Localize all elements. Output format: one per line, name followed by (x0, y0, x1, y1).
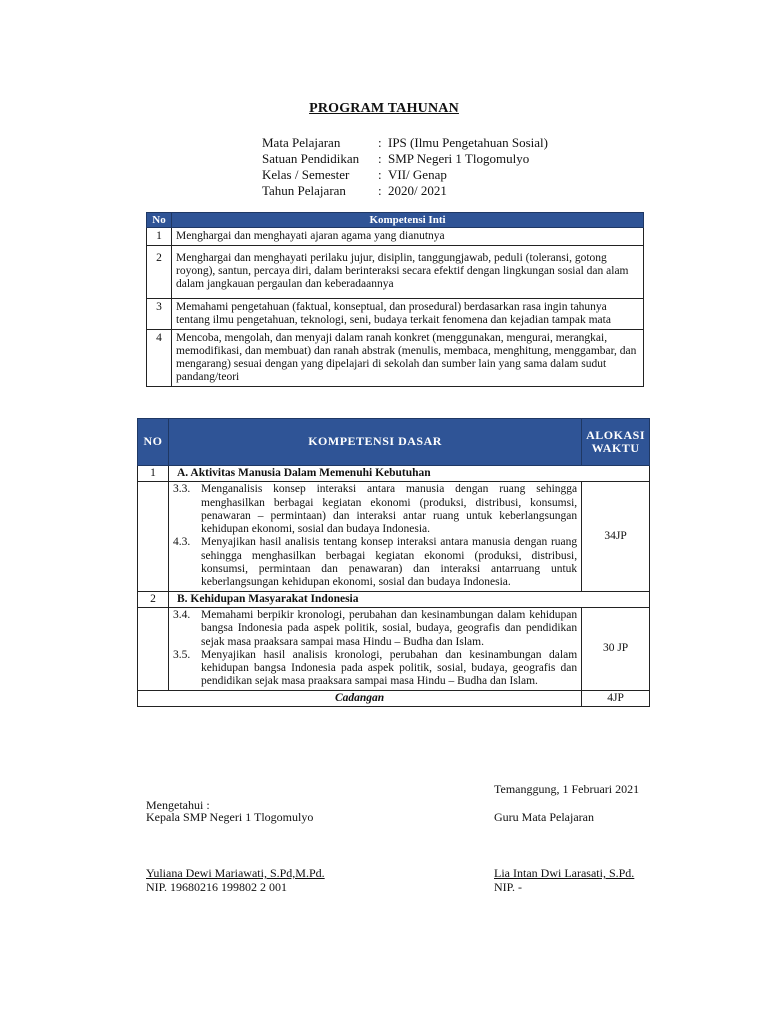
section-number: 2 (138, 591, 169, 607)
info-colon: : (378, 135, 382, 150)
kd-text: Menyajikan hasil analisis tentang konsep interaksi antara manusia dengan ruang sehingga menghasilkan berbagai kegiatan ekonomi (produksi, distribusi, konsumsi, permintaan dan penawaran) dan interaksi antarruang untuk keberlangsungan kehidupan ekonomi, sosial dan budaya Indonesia. (201, 536, 578, 589)
table-row (138, 607, 650, 690)
kd-number: 3.3. (173, 483, 191, 496)
cadangan-label: Cadangan (138, 690, 582, 706)
row-number: 1 (147, 228, 172, 246)
principal-name: Yuliana Dewi Mariawati, S.Pd,M.Pd. (146, 866, 325, 880)
info-label: Tahun Pelajaran (262, 183, 346, 198)
teacher-name: Lia Intan Dwi Larasati, S.Pd. (494, 866, 635, 880)
kd-item (173, 649, 577, 689)
column-header-no: NO (138, 419, 169, 466)
teacher-nip: NIP. - (494, 880, 523, 894)
kd-item (173, 483, 577, 536)
row-number: 3 (147, 299, 172, 330)
info-label: Satuan Pendidikan (262, 151, 360, 166)
kompetensi-inti-table (146, 212, 644, 387)
principal-role: Kepala SMP Negeri 1 Tlogomulyo (146, 810, 314, 824)
principal-nip: NIP. 19680216 199802 2 001 (146, 880, 288, 894)
info-label: Kelas / Semester (262, 167, 350, 182)
table-header-row (138, 419, 650, 466)
teacher-role: Guru Mata Pelajaran (494, 810, 594, 824)
section-title: B. Kehidupan Masyarakat Indonesia (169, 591, 650, 607)
section-number: 1 (138, 466, 169, 482)
section-title: A. Aktivitas Manusia Dalam Memenuhi Kebutuhan (169, 466, 650, 482)
row-text: Menghargai dan menghayati ajaran agama yang dianutnya (172, 228, 644, 246)
table-row (147, 246, 644, 299)
place-date: Temanggung, 1 Februari 2021 (494, 782, 640, 796)
alokasi-waktu-value: 30 JP (582, 607, 650, 690)
info-colon: : (378, 183, 382, 198)
info-row-year (262, 183, 548, 199)
info-label: Mata Pelajaran (262, 135, 341, 150)
kompetensi-dasar-table (137, 418, 650, 707)
row-number: 4 (147, 330, 172, 387)
cadangan-waktu: 4JP (582, 690, 650, 706)
course-info (262, 135, 548, 199)
info-value: IPS (Ilmu Pengetahuan Sosial) (388, 135, 548, 150)
kd-item (173, 609, 577, 649)
column-header-alokasi-waktu: ALOKASI WAKTU (582, 419, 650, 466)
kd-number: 4.3. (173, 536, 191, 549)
section-row (138, 466, 650, 482)
row-text: Mencoba, mengolah, dan menyaji dalam ranah konkret (menggunakan, mengurai, merangkai, memodifikasi, dan membuat) dan ranah abstrak (menulis, membaca, menghitung, menggambar, dan mengarang) sesuai dengan yang dipelajari di sekolah dan sumber lain yang sama dalam sudut pandang/teori (172, 330, 644, 387)
kd-items-cell (169, 482, 582, 591)
kd-text: Menganalisis konsep interaksi antara manusia dengan ruang sehingga menghasilkan berbagai kegiatan ekonomi (produksi, distribusi, konsumsi, penawaran – permintaan) dan interaksi antar ruang untuk keberlangsungan kehidupan ekonomi, sosial dan budaya Indonesia. (201, 483, 578, 536)
info-row-subject (262, 135, 548, 151)
table-row (147, 228, 644, 246)
kd-items-cell (169, 607, 582, 690)
info-row-school (262, 151, 548, 167)
kd-text: Memahami berpikir kronologi, perubahan dan kesinambungan dalam kehidupan bangsa Indonesia pada aspek politik, sosial, budaya, geografis dan pendidikan sejak masa praaksara sampai masa Hindu – Budha dan Islam. (201, 608, 578, 648)
column-header-no: No (147, 213, 172, 228)
kd-text: Menyajikan hasil analisis kronologi, perubahan dan kesinambungan dalam kehidupan bangsa Indonesia pada aspek politik, sosial, budaya, geografis dan pendidikan sejak masa praaksara sampai masa Hindu – Budha dan Islam. (201, 648, 578, 688)
kd-number: 3.4. (173, 608, 191, 621)
table-row (138, 482, 650, 591)
table-header-row (147, 213, 644, 228)
cadangan-row (138, 690, 650, 706)
info-colon: : (378, 167, 382, 182)
row-number: 2 (147, 246, 172, 299)
alokasi-waktu-value: 34JP (582, 482, 650, 591)
table-row (147, 330, 644, 387)
section-row (138, 591, 650, 607)
table-row (147, 299, 644, 330)
info-row-class (262, 167, 548, 183)
info-value: SMP Negeri 1 Tlogomulyo (388, 151, 530, 166)
mengetahui-label: Mengetahui : (146, 798, 210, 812)
info-value: VII/ Genap (388, 167, 447, 182)
kd-item (173, 536, 577, 589)
document-title: PROGRAM TAHUNAN (309, 101, 459, 116)
column-header-kompetensi-inti: Kompetensi Inti (172, 213, 644, 228)
row-text: Memahami pengetahuan (faktual, konseptual, dan prosedural) berdasarkan rasa ingin tahunya tentang ilmu pengetahuan, teknologi, seni, budaya terkait fenomena dan kejadian tampak mata (172, 299, 644, 330)
empty-cell (138, 607, 169, 690)
info-colon: : (378, 151, 382, 166)
kd-number: 3.5. (173, 648, 191, 661)
info-value: 2020/ 2021 (388, 183, 447, 198)
column-header-kompetensi-dasar: KOMPETENSI DASAR (169, 419, 582, 466)
empty-cell (138, 482, 169, 591)
row-text: Menghargai dan menghayati perilaku jujur, disiplin, tanggungjawab, peduli (toleransi, gotong royong), santun, percaya diri, dalam berinteraksi secara efektif dengan lingkungan sosial dan alam dalam jangkauan pergaulan dan keberadaannya (172, 246, 644, 299)
